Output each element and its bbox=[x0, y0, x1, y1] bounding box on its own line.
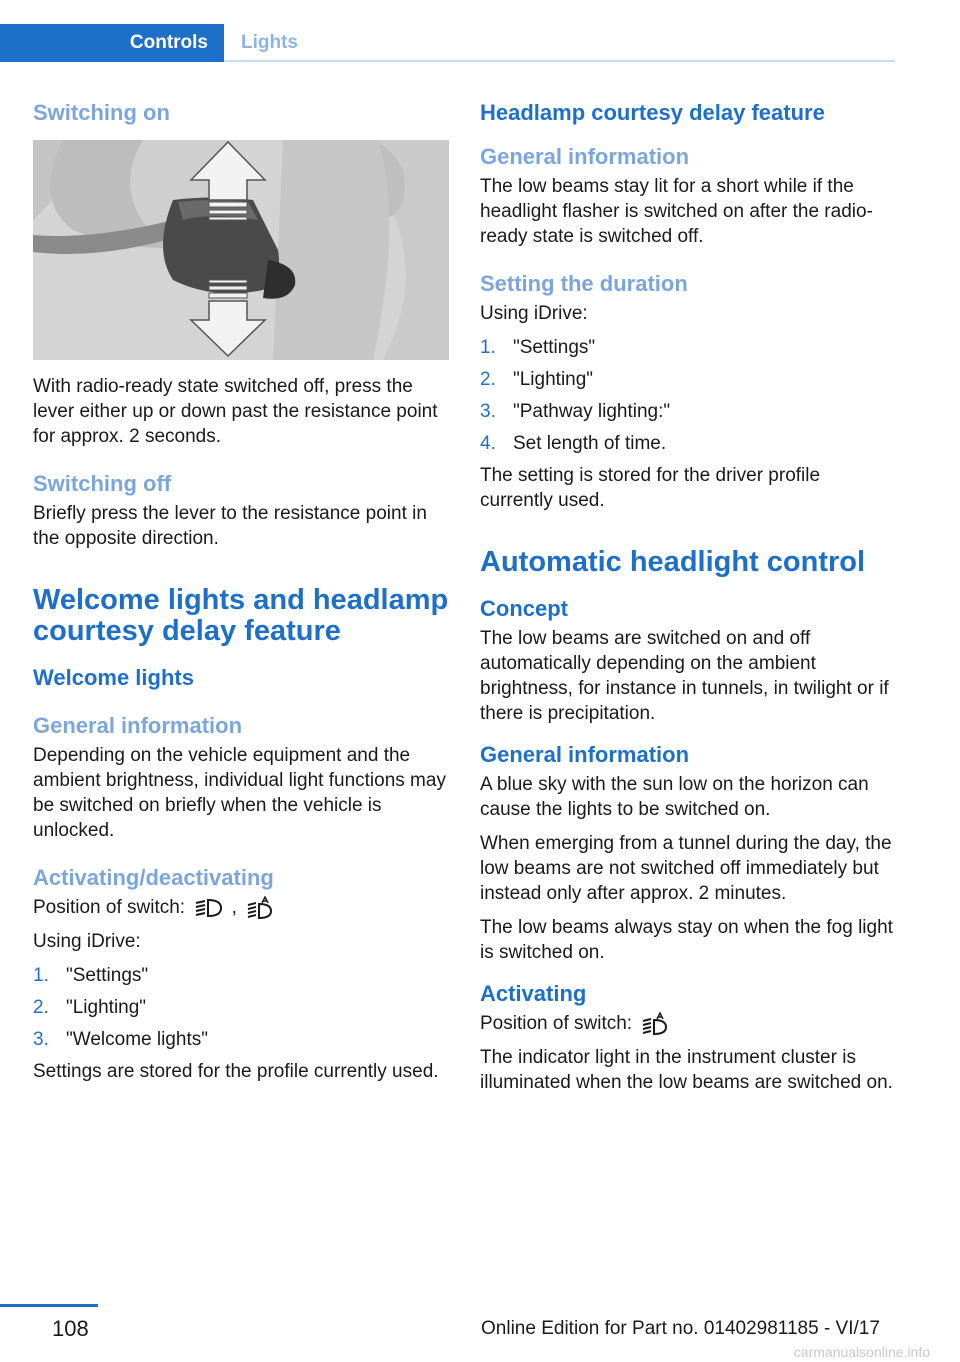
welcome-lights-heading: Welcome lights bbox=[33, 665, 194, 690]
concept-text: The low beams are switched on and off automatically depending on the ambient brightness, for instance in tunnels, in twilight or if there is precipitation. bbox=[480, 628, 889, 724]
list-item: 1. "Settings" bbox=[480, 337, 596, 358]
watermark: carmanualsonline.info bbox=[793, 1344, 930, 1360]
auto-general-p1: A blue sky with the sun low on the horizon can cause the lights to be switched on. bbox=[480, 774, 869, 820]
position-label: Position of switch: bbox=[480, 1013, 633, 1034]
low-beam-icon bbox=[193, 896, 223, 920]
lever-figure-svg bbox=[33, 140, 449, 360]
settings-note: Settings are stored for the profile currently used. bbox=[33, 1061, 439, 1082]
header-tabbar bbox=[0, 24, 895, 62]
list-item: 1. "Settings" bbox=[33, 965, 149, 986]
tab-lights[interactable]: Lights bbox=[241, 32, 298, 53]
page-number: 108 bbox=[52, 1316, 89, 1341]
concept-heading: Concept bbox=[480, 596, 568, 621]
activating-heading: Activating bbox=[480, 981, 587, 1006]
using-idrive-label: Using iDrive: bbox=[33, 931, 141, 952]
switching-on-heading: Switching on bbox=[33, 100, 170, 125]
courtesy-general-text: The low beams stay lit for a short while if the headlight flasher is switched on after the radio-ready state is switched off. bbox=[480, 176, 873, 247]
list-item: 4. Set length of time. bbox=[480, 433, 667, 454]
activating-position-line bbox=[480, 1011, 896, 1036]
general-information-text: Depending on the vehicle equipment and the ambient brightness, individual light functions may be switched on briefly when the vehicle is unlocked. bbox=[33, 745, 446, 841]
auto-general-p3: The low beams always stay on when the fog light is switched on. bbox=[480, 917, 893, 963]
list-item: 3. "Welcome lights" bbox=[33, 1029, 208, 1050]
list-item: 2. "Lighting" bbox=[33, 997, 147, 1018]
position-separator: , bbox=[231, 897, 237, 918]
automatic-headlight-icon bbox=[640, 1012, 670, 1036]
switch-position-line bbox=[33, 895, 449, 920]
list-item: 2. "Lighting" bbox=[480, 369, 594, 390]
automatic-headlight-icon bbox=[245, 896, 275, 920]
tab-controls[interactable]: Controls bbox=[0, 24, 224, 62]
switching-on-text: With radio-ready state switched off, press the lever either up or down past the resistance point for approx. 2 seconds. bbox=[33, 376, 438, 447]
courtesy-general-heading: General information bbox=[480, 144, 690, 169]
duration-steps bbox=[480, 335, 896, 456]
list-item: 3. "Pathway lighting:" bbox=[480, 401, 671, 422]
courtesy-delay-heading: Headlamp courtesy delay feature bbox=[480, 100, 825, 125]
lever-illustration bbox=[33, 140, 449, 360]
stored-note: The setting is stored for the driver profile currently used. bbox=[480, 465, 821, 511]
welcome-lights-steps bbox=[33, 963, 449, 1052]
edition-note: Online Edition for Part no. 01402981185 - VI/17 bbox=[481, 1318, 880, 1339]
using-idrive-label: Using iDrive: bbox=[480, 303, 588, 324]
automatic-headlight-heading: Automatic headlight control bbox=[480, 546, 866, 578]
footer-rule bbox=[0, 1304, 98, 1307]
switching-off-text: Briefly press the lever to the resistance point in the opposite direction. bbox=[33, 503, 427, 549]
activating-deactivating-heading: Activating/deactivating bbox=[33, 865, 274, 890]
setting-duration-heading: Setting the duration bbox=[480, 271, 688, 296]
auto-general-heading: General information bbox=[480, 742, 690, 767]
auto-general-p2: When emerging from a tunnel during the day, the low beams are not switched off immediately but instead only after approx. 2 minutes. bbox=[480, 833, 892, 904]
right-column bbox=[480, 100, 896, 1104]
general-information-heading: General information bbox=[33, 713, 243, 738]
welcome-lights-main-heading: Welcome lights and headlamp courtesy delay feature bbox=[33, 584, 449, 647]
position-label: Position of switch: bbox=[33, 897, 186, 918]
switching-off-heading: Switching off bbox=[33, 471, 172, 496]
indicator-text: The indicator light in the instrument cluster is illuminated when the low beams are switched on. bbox=[480, 1047, 893, 1093]
left-column bbox=[33, 100, 449, 1093]
